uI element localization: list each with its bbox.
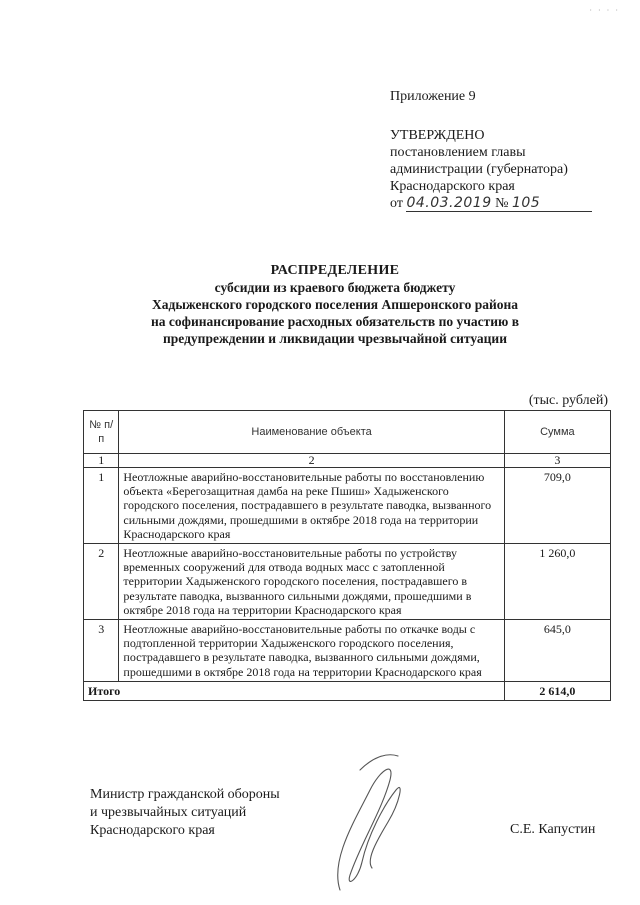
header-sum: Сумма	[504, 411, 610, 454]
column-number-1: 1	[84, 454, 119, 468]
signatory-name: С.Е. Капустин	[510, 822, 596, 837]
total-row	[84, 681, 611, 700]
column-numbers-row	[84, 454, 611, 468]
row-name: Неотложные аварийно-восстановительные работы по откачке воды с подтопленной территории Хадыженского городского поселения, пострадавшего в результате паводка, вызванного сильными дождями, прошедшими в октябре 2018 года на территории Краснодарского края	[119, 620, 504, 682]
distribution-table	[83, 410, 611, 701]
heading-line-3: на софинансирование расходных обязательств по участию в	[151, 314, 519, 329]
row-sum: 645,0	[504, 620, 610, 682]
number-sign: №	[495, 196, 509, 211]
row-number: 3	[84, 620, 119, 682]
date-prefix: от	[390, 196, 403, 211]
heading-line-4: предупреждении и ликвидации чрезвычайной ситуации	[163, 331, 507, 346]
table-row	[84, 468, 611, 544]
date-underline	[406, 211, 592, 212]
row-sum: 709,0	[504, 468, 610, 544]
handwritten-signature	[300, 750, 410, 900]
row-name: Неотложные аварийно-восстановительные работы по восстановлению объекта «Берегозащитная дамба на реке Пшиш» Хадыженского городского поселения, пострадавшего в результате паводка, вызванного сильными дождями, прошедшими в октябре 2018 года на территории Краснодарского края	[119, 468, 504, 544]
approval-line-1: постановлением главы	[390, 145, 526, 160]
heading-title: РАСПРЕДЕЛЕНИЕ	[270, 263, 400, 278]
document-heading	[40, 262, 630, 347]
signatory-title	[90, 786, 280, 840]
column-number-2: 2	[119, 454, 504, 468]
signatory-line-3: Краснодарского края	[90, 823, 215, 838]
approval-line-2: администрации (губернатора)	[390, 162, 568, 177]
table-header-row	[84, 411, 611, 454]
row-name: Неотложные аварийно-восстановительные работы по устройству временных сооружений для отвода водных масс с затопленной территории Хадыженского городского поселения, пострадавшего в результате паводка, вызванного сильными дождями, прошедшими в октябре 2018 года на территории Краснодарского края	[119, 544, 504, 620]
handwritten-number: 105	[511, 195, 541, 211]
approved-label: УТВЕРЖДЕНО	[390, 128, 485, 143]
appendix-label: Приложение 9	[390, 89, 476, 104]
handwritten-date: 04.03.2019	[406, 195, 492, 211]
total-sum: 2 614,0	[504, 681, 610, 700]
signatory-line-1: Министр гражданской обороны	[90, 787, 280, 802]
column-number-3: 3	[504, 454, 610, 468]
row-sum: 1 260,0	[504, 544, 610, 620]
total-label: Итого	[84, 681, 505, 700]
approval-block	[390, 88, 620, 215]
units-label: (тыс. рублей)	[528, 393, 608, 408]
header-name: Наименование объекта	[119, 411, 504, 454]
header-number: № п/п	[84, 411, 119, 454]
table-row	[84, 620, 611, 682]
signatory-line-2: и чрезвычайных ситуаций	[90, 805, 247, 820]
table-row	[84, 544, 611, 620]
approval-date-line	[390, 195, 620, 215]
heading-line-1: субсидии из краевого бюджета бюджету	[214, 280, 456, 295]
row-number: 2	[84, 544, 119, 620]
scan-mark: · · · ·	[589, 6, 620, 15]
approval-line-3: Краснодарского края	[390, 179, 515, 194]
row-number: 1	[84, 468, 119, 544]
heading-line-2: Хадыженского городского поселения Апшеронского района	[151, 297, 519, 312]
